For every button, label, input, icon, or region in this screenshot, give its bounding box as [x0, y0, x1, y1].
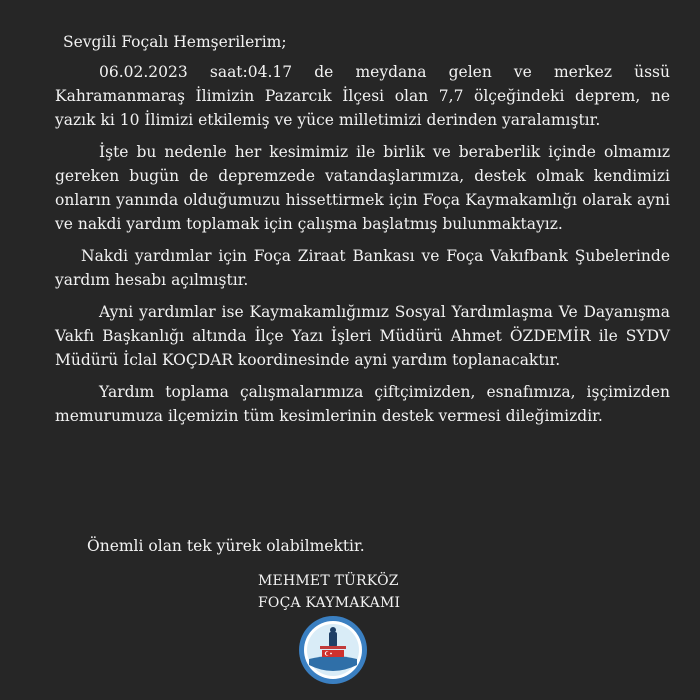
paragraph-in-kind-aid: Ayni yardımlar ise Kaymakamlığımız Sosyal Yardımlaşma Ve Dayanışma Vakfı Başkanlığı altında İlçe Yazı İşleri Müdürü Ahmet ÖZDEMİR ile SYDV Müdürü İclal KOÇDAR koordinesinde ayni yardım toplanacaktır. — [55, 303, 670, 369]
paragraph-request: Yardım toplama çalışmalarımıza çiftçimizden, esnafımıza, işçimizden memurumuza ilçemizin tüm kesimlerinin destek vermesi dileğimizdir. — [55, 383, 670, 425]
seal-flag-star — [330, 653, 332, 655]
seal-banner — [320, 646, 346, 649]
seal-emblem — [329, 632, 337, 647]
signature-name: MEHMET TÜRKÖZ — [258, 573, 399, 589]
paragraph-campaign: İşte bu nedenle her kesimimiz ile birlik ve beraberlik içinde olmamız gereken bugün de depremzede vatandaşlarımıza, destek olmak kendimizi onların yanında olduğumuzu hissettirmek için Foça Kaymakamlığı olarak ayni ve nakdi yardım toplamak için çalışma başlatmış bulunmaktayız. — [55, 143, 670, 233]
letter-body — [55, 30, 670, 436]
signature-block — [258, 570, 400, 614]
letter-closing: Önemli olan tek yürek olabilmektir. — [87, 537, 365, 555]
paragraph-earthquake: 06.02.2023 saat:04.17 de meydana gelen ve merkez üssü Kahramanmaraş İlimizin Pazarcık İlçesi olan 7,7 ölçeğindeki deprem, ne yazık ki 10 İlimizi etkilemiş ve yüce milletimizi derinden yaralamıştır. — [55, 63, 670, 129]
kaymakamlik-seal-icon — [298, 615, 368, 685]
letter-greeting: Sevgili Foçalı Hemşerilerim; — [63, 33, 287, 51]
signature-title: FOÇA KAYMAKAMI — [258, 595, 401, 611]
paragraph-cash-aid: Nakdi yardımlar için Foça Ziraat Bankası ve Foça Vakıfbank Şubelerinde yardım hesabı açılmıştır. — [55, 247, 670, 289]
